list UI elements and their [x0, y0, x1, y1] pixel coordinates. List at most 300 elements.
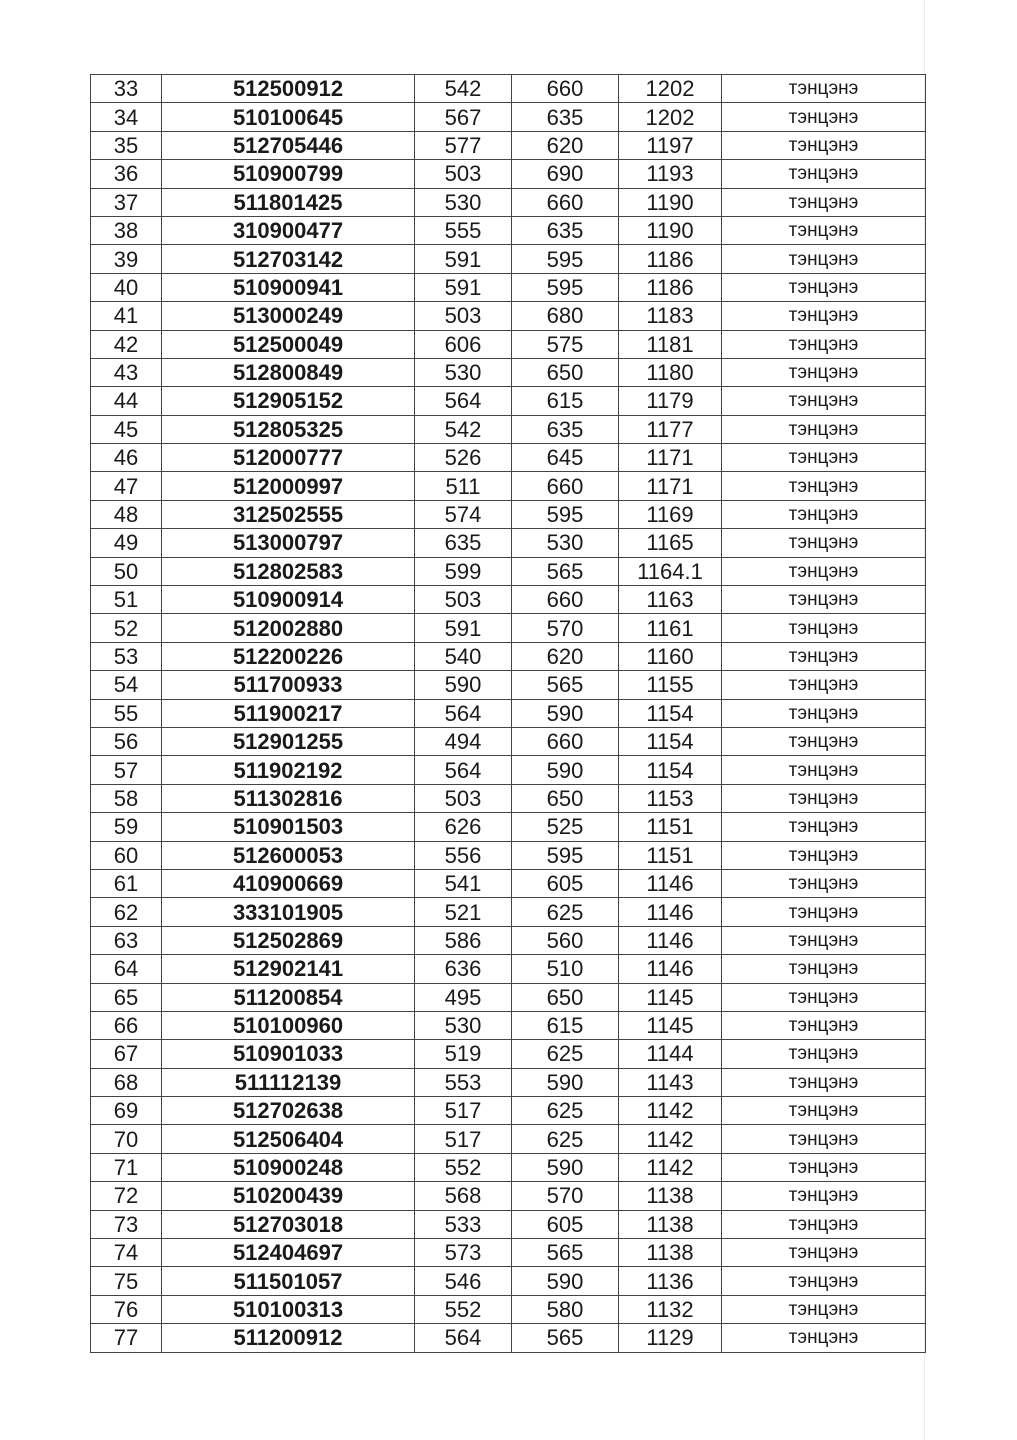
rank-cell: 43 — [91, 358, 162, 386]
total-score-cell: 1193 — [619, 160, 722, 188]
table-row — [91, 302, 926, 330]
rank-cell: 45 — [91, 415, 162, 443]
table-row — [91, 1182, 926, 1210]
table-row — [91, 1267, 926, 1295]
rank-cell: 65 — [91, 983, 162, 1011]
student-id-cell: 512703018 — [162, 1210, 415, 1238]
score-1-cell: 519 — [415, 1040, 512, 1068]
student-id-cell: 512805325 — [162, 415, 415, 443]
score-2-cell: 595 — [512, 841, 619, 869]
table-row — [91, 358, 926, 386]
score-1-cell: 555 — [415, 216, 512, 244]
score-2-cell: 590 — [512, 699, 619, 727]
status-cell: тэнцэнэ — [722, 1153, 926, 1181]
table-row — [91, 1097, 926, 1125]
status-cell: тэнцэнэ — [722, 415, 926, 443]
table-row — [91, 160, 926, 188]
student-id-cell: 511200912 — [162, 1324, 415, 1352]
rank-cell: 37 — [91, 188, 162, 216]
status-cell: тэнцэнэ — [722, 699, 926, 727]
score-1-cell: 495 — [415, 983, 512, 1011]
score-1-cell: 530 — [415, 188, 512, 216]
score-1-cell: 568 — [415, 1182, 512, 1210]
total-score-cell: 1154 — [619, 727, 722, 755]
score-2-cell: 625 — [512, 1125, 619, 1153]
status-cell: тэнцэнэ — [722, 642, 926, 670]
score-1-cell: 564 — [415, 387, 512, 415]
table-row — [91, 245, 926, 273]
student-id-cell: 512000777 — [162, 444, 415, 472]
table-row — [91, 1153, 926, 1181]
score-1-cell: 503 — [415, 160, 512, 188]
status-cell: тэнцэнэ — [722, 727, 926, 755]
table-row — [91, 671, 926, 699]
student-id-cell: 512800849 — [162, 358, 415, 386]
table-row — [91, 1125, 926, 1153]
status-cell: тэнцэнэ — [722, 330, 926, 358]
score-1-cell: 517 — [415, 1097, 512, 1125]
table-row — [91, 1324, 926, 1352]
score-2-cell: 625 — [512, 1097, 619, 1125]
score-2-cell: 530 — [512, 529, 619, 557]
student-id-cell: 512802583 — [162, 557, 415, 585]
status-cell: тэнцэнэ — [722, 1182, 926, 1210]
total-score-cell: 1146 — [619, 926, 722, 954]
student-id-cell: 512600053 — [162, 841, 415, 869]
table-row — [91, 642, 926, 670]
score-2-cell: 660 — [512, 727, 619, 755]
student-id-cell: 513000249 — [162, 302, 415, 330]
total-score-cell: 1165 — [619, 529, 722, 557]
score-2-cell: 625 — [512, 1040, 619, 1068]
score-2-cell: 525 — [512, 813, 619, 841]
rank-cell: 60 — [91, 841, 162, 869]
status-cell: тэнцэнэ — [722, 813, 926, 841]
status-cell: тэнцэнэ — [722, 1210, 926, 1238]
student-id-cell: 511902192 — [162, 756, 415, 784]
status-cell: тэнцэнэ — [722, 245, 926, 273]
score-1-cell: 526 — [415, 444, 512, 472]
score-2-cell: 635 — [512, 103, 619, 131]
score-1-cell: 590 — [415, 671, 512, 699]
student-id-cell: 512200226 — [162, 642, 415, 670]
score-1-cell: 573 — [415, 1239, 512, 1267]
rank-cell: 75 — [91, 1267, 162, 1295]
rank-cell: 46 — [91, 444, 162, 472]
status-cell: тэнцэнэ — [722, 500, 926, 528]
rank-cell: 71 — [91, 1153, 162, 1181]
student-id-cell: 512705446 — [162, 131, 415, 159]
table-row — [91, 387, 926, 415]
score-2-cell: 590 — [512, 1068, 619, 1096]
score-2-cell: 595 — [512, 273, 619, 301]
rank-cell: 62 — [91, 898, 162, 926]
student-id-cell: 513000797 — [162, 529, 415, 557]
rank-cell: 39 — [91, 245, 162, 273]
table-row — [91, 1011, 926, 1039]
score-2-cell: 570 — [512, 614, 619, 642]
score-2-cell: 595 — [512, 500, 619, 528]
status-cell: тэнцэнэ — [722, 75, 926, 103]
rank-cell: 59 — [91, 813, 162, 841]
score-2-cell: 645 — [512, 444, 619, 472]
rank-cell: 51 — [91, 586, 162, 614]
score-2-cell: 565 — [512, 671, 619, 699]
score-2-cell: 590 — [512, 756, 619, 784]
student-id-cell: 410900669 — [162, 869, 415, 897]
student-id-cell: 312502555 — [162, 500, 415, 528]
score-1-cell: 564 — [415, 1324, 512, 1352]
table-row — [91, 1295, 926, 1323]
status-cell: тэнцэнэ — [722, 302, 926, 330]
results-table — [90, 74, 926, 1353]
status-cell: тэнцэнэ — [722, 160, 926, 188]
rank-cell: 40 — [91, 273, 162, 301]
score-1-cell: 530 — [415, 1011, 512, 1039]
score-1-cell: 530 — [415, 358, 512, 386]
rank-cell: 53 — [91, 642, 162, 670]
score-1-cell: 586 — [415, 926, 512, 954]
student-id-cell: 510200439 — [162, 1182, 415, 1210]
total-score-cell: 1163 — [619, 586, 722, 614]
total-score-cell: 1190 — [619, 188, 722, 216]
status-cell: тэнцэнэ — [722, 188, 926, 216]
results-table-body — [91, 75, 926, 1353]
rank-cell: 72 — [91, 1182, 162, 1210]
score-2-cell: 660 — [512, 472, 619, 500]
rank-cell: 50 — [91, 557, 162, 585]
score-2-cell: 635 — [512, 415, 619, 443]
total-score-cell: 1190 — [619, 216, 722, 244]
score-2-cell: 680 — [512, 302, 619, 330]
total-score-cell: 1146 — [619, 898, 722, 926]
total-score-cell: 1142 — [619, 1153, 722, 1181]
rank-cell: 41 — [91, 302, 162, 330]
rank-cell: 47 — [91, 472, 162, 500]
score-2-cell: 560 — [512, 926, 619, 954]
rank-cell: 49 — [91, 529, 162, 557]
score-1-cell: 599 — [415, 557, 512, 585]
rank-cell: 55 — [91, 699, 162, 727]
score-1-cell: 635 — [415, 529, 512, 557]
score-2-cell: 650 — [512, 983, 619, 1011]
total-score-cell: 1151 — [619, 813, 722, 841]
score-1-cell: 546 — [415, 1267, 512, 1295]
table-row — [91, 983, 926, 1011]
score-2-cell: 620 — [512, 642, 619, 670]
score-1-cell: 626 — [415, 813, 512, 841]
total-score-cell: 1161 — [619, 614, 722, 642]
rank-cell: 48 — [91, 500, 162, 528]
score-2-cell: 660 — [512, 75, 619, 103]
status-cell: тэнцэнэ — [722, 1267, 926, 1295]
rank-cell: 52 — [91, 614, 162, 642]
score-1-cell: 606 — [415, 330, 512, 358]
status-cell: тэнцэнэ — [722, 926, 926, 954]
rank-cell: 34 — [91, 103, 162, 131]
student-id-cell: 511900217 — [162, 699, 415, 727]
score-2-cell: 660 — [512, 188, 619, 216]
rank-cell: 33 — [91, 75, 162, 103]
score-2-cell: 590 — [512, 1153, 619, 1181]
rank-cell: 68 — [91, 1068, 162, 1096]
score-2-cell: 615 — [512, 387, 619, 415]
table-row — [91, 869, 926, 897]
student-id-cell: 512703142 — [162, 245, 415, 273]
table-row — [91, 813, 926, 841]
score-2-cell: 635 — [512, 216, 619, 244]
status-cell: тэнцэнэ — [722, 103, 926, 131]
status-cell: тэнцэнэ — [722, 1097, 926, 1125]
status-cell: тэнцэнэ — [722, 358, 926, 386]
total-score-cell: 1151 — [619, 841, 722, 869]
table-row — [91, 188, 926, 216]
rank-cell: 36 — [91, 160, 162, 188]
student-id-cell: 512500049 — [162, 330, 415, 358]
score-2-cell: 580 — [512, 1295, 619, 1323]
rank-cell: 66 — [91, 1011, 162, 1039]
table-row — [91, 500, 926, 528]
rank-cell: 61 — [91, 869, 162, 897]
score-2-cell: 660 — [512, 586, 619, 614]
student-id-cell: 310900477 — [162, 216, 415, 244]
total-score-cell: 1183 — [619, 302, 722, 330]
status-cell: тэнцэнэ — [722, 841, 926, 869]
score-2-cell: 625 — [512, 898, 619, 926]
score-2-cell: 565 — [512, 1239, 619, 1267]
score-1-cell: 552 — [415, 1295, 512, 1323]
status-cell: тэнцэнэ — [722, 387, 926, 415]
table-row — [91, 898, 926, 926]
score-2-cell: 595 — [512, 245, 619, 273]
score-1-cell: 552 — [415, 1153, 512, 1181]
score-1-cell: 503 — [415, 586, 512, 614]
score-1-cell: 541 — [415, 869, 512, 897]
student-id-cell: 512902141 — [162, 955, 415, 983]
total-score-cell: 1146 — [619, 955, 722, 983]
rank-cell: 35 — [91, 131, 162, 159]
total-score-cell: 1145 — [619, 1011, 722, 1039]
student-id-cell: 511302816 — [162, 784, 415, 812]
score-1-cell: 553 — [415, 1068, 512, 1096]
table-row — [91, 415, 926, 443]
status-cell: тэнцэнэ — [722, 1239, 926, 1267]
table-row — [91, 330, 926, 358]
score-2-cell: 510 — [512, 955, 619, 983]
total-score-cell: 1169 — [619, 500, 722, 528]
total-score-cell: 1132 — [619, 1295, 722, 1323]
student-id-cell: 511501057 — [162, 1267, 415, 1295]
table-row — [91, 955, 926, 983]
rank-cell: 56 — [91, 727, 162, 755]
total-score-cell: 1144 — [619, 1040, 722, 1068]
status-cell: тэнцэнэ — [722, 1040, 926, 1068]
total-score-cell: 1181 — [619, 330, 722, 358]
rank-cell: 63 — [91, 926, 162, 954]
student-id-cell: 512500912 — [162, 75, 415, 103]
student-id-cell: 512502869 — [162, 926, 415, 954]
status-cell: тэнцэнэ — [722, 1324, 926, 1352]
score-2-cell: 565 — [512, 1324, 619, 1352]
score-1-cell: 503 — [415, 784, 512, 812]
student-id-cell: 510900914 — [162, 586, 415, 614]
score-1-cell: 574 — [415, 500, 512, 528]
rank-cell: 58 — [91, 784, 162, 812]
student-id-cell: 510100645 — [162, 103, 415, 131]
rank-cell: 67 — [91, 1040, 162, 1068]
student-id-cell: 511700933 — [162, 671, 415, 699]
total-score-cell: 1179 — [619, 387, 722, 415]
student-id-cell: 512905152 — [162, 387, 415, 415]
score-1-cell: 577 — [415, 131, 512, 159]
status-cell: тэнцэнэ — [722, 869, 926, 897]
total-score-cell: 1154 — [619, 756, 722, 784]
table-row — [91, 1068, 926, 1096]
rank-cell: 54 — [91, 671, 162, 699]
score-2-cell: 605 — [512, 1210, 619, 1238]
total-score-cell: 1136 — [619, 1267, 722, 1295]
status-cell: тэнцэнэ — [722, 955, 926, 983]
table-row — [91, 699, 926, 727]
status-cell: тэнцэнэ — [722, 131, 926, 159]
total-score-cell: 1155 — [619, 671, 722, 699]
score-2-cell: 650 — [512, 358, 619, 386]
score-2-cell: 650 — [512, 784, 619, 812]
status-cell: тэнцэнэ — [722, 1011, 926, 1039]
rank-cell: 42 — [91, 330, 162, 358]
table-row — [91, 1239, 926, 1267]
total-score-cell: 1164.1 — [619, 557, 722, 585]
status-cell: тэнцэнэ — [722, 444, 926, 472]
table-row — [91, 784, 926, 812]
student-id-cell: 512506404 — [162, 1125, 415, 1153]
rank-cell: 57 — [91, 756, 162, 784]
status-cell: тэнцэнэ — [722, 614, 926, 642]
table-row — [91, 727, 926, 755]
score-1-cell: 511 — [415, 472, 512, 500]
student-id-cell: 512901255 — [162, 727, 415, 755]
score-1-cell: 556 — [415, 841, 512, 869]
total-score-cell: 1171 — [619, 472, 722, 500]
score-2-cell: 565 — [512, 557, 619, 585]
total-score-cell: 1160 — [619, 642, 722, 670]
score-2-cell: 590 — [512, 1267, 619, 1295]
total-score-cell: 1138 — [619, 1239, 722, 1267]
status-cell: тэнцэнэ — [722, 898, 926, 926]
rank-cell: 70 — [91, 1125, 162, 1153]
table-row — [91, 529, 926, 557]
table-row — [91, 131, 926, 159]
rank-cell: 69 — [91, 1097, 162, 1125]
total-score-cell: 1171 — [619, 444, 722, 472]
score-2-cell: 615 — [512, 1011, 619, 1039]
status-cell: тэнцэнэ — [722, 784, 926, 812]
score-1-cell: 564 — [415, 756, 512, 784]
table-row — [91, 614, 926, 642]
table-row — [91, 926, 926, 954]
student-id-cell: 512404697 — [162, 1239, 415, 1267]
table-row — [91, 472, 926, 500]
table-row — [91, 1040, 926, 1068]
table-row — [91, 444, 926, 472]
student-id-cell: 511112139 — [162, 1068, 415, 1096]
total-score-cell: 1138 — [619, 1210, 722, 1238]
table-row — [91, 103, 926, 131]
table-row — [91, 216, 926, 244]
total-score-cell: 1202 — [619, 75, 722, 103]
student-id-cell: 510100313 — [162, 1295, 415, 1323]
status-cell: тэнцэнэ — [722, 983, 926, 1011]
score-2-cell: 570 — [512, 1182, 619, 1210]
table-row — [91, 586, 926, 614]
score-1-cell: 521 — [415, 898, 512, 926]
student-id-cell: 512000997 — [162, 472, 415, 500]
status-cell: тэнцэнэ — [722, 557, 926, 585]
score-1-cell: 542 — [415, 75, 512, 103]
table-row — [91, 841, 926, 869]
student-id-cell: 510100960 — [162, 1011, 415, 1039]
student-id-cell: 510900941 — [162, 273, 415, 301]
score-1-cell: 540 — [415, 642, 512, 670]
table-row — [91, 1210, 926, 1238]
rank-cell: 73 — [91, 1210, 162, 1238]
total-score-cell: 1180 — [619, 358, 722, 386]
table-row — [91, 557, 926, 585]
total-score-cell: 1143 — [619, 1068, 722, 1096]
total-score-cell: 1154 — [619, 699, 722, 727]
total-score-cell: 1153 — [619, 784, 722, 812]
student-id-cell: 512002880 — [162, 614, 415, 642]
status-cell: тэнцэнэ — [722, 1295, 926, 1323]
score-1-cell: 494 — [415, 727, 512, 755]
table-row — [91, 273, 926, 301]
rank-cell: 74 — [91, 1239, 162, 1267]
total-score-cell: 1186 — [619, 273, 722, 301]
total-score-cell: 1142 — [619, 1097, 722, 1125]
status-cell: тэнцэнэ — [722, 1125, 926, 1153]
total-score-cell: 1197 — [619, 131, 722, 159]
status-cell: тэнцэнэ — [722, 586, 926, 614]
total-score-cell: 1186 — [619, 245, 722, 273]
total-score-cell: 1177 — [619, 415, 722, 443]
rank-cell: 38 — [91, 216, 162, 244]
status-cell: тэнцэнэ — [722, 273, 926, 301]
score-1-cell: 564 — [415, 699, 512, 727]
total-score-cell: 1129 — [619, 1324, 722, 1352]
student-id-cell: 510900799 — [162, 160, 415, 188]
score-2-cell: 620 — [512, 131, 619, 159]
student-id-cell: 511801425 — [162, 188, 415, 216]
total-score-cell: 1145 — [619, 983, 722, 1011]
student-id-cell: 510901503 — [162, 813, 415, 841]
total-score-cell: 1146 — [619, 869, 722, 897]
score-1-cell: 533 — [415, 1210, 512, 1238]
student-id-cell: 510900248 — [162, 1153, 415, 1181]
score-2-cell: 575 — [512, 330, 619, 358]
status-cell: тэнцэнэ — [722, 216, 926, 244]
score-1-cell: 567 — [415, 103, 512, 131]
total-score-cell: 1202 — [619, 103, 722, 131]
status-cell: тэнцэнэ — [722, 1068, 926, 1096]
score-2-cell: 605 — [512, 869, 619, 897]
score-1-cell: 517 — [415, 1125, 512, 1153]
score-1-cell: 503 — [415, 302, 512, 330]
score-1-cell: 636 — [415, 955, 512, 983]
score-1-cell: 591 — [415, 245, 512, 273]
rank-cell: 76 — [91, 1295, 162, 1323]
status-cell: тэнцэнэ — [722, 756, 926, 784]
status-cell: тэнцэнэ — [722, 671, 926, 699]
